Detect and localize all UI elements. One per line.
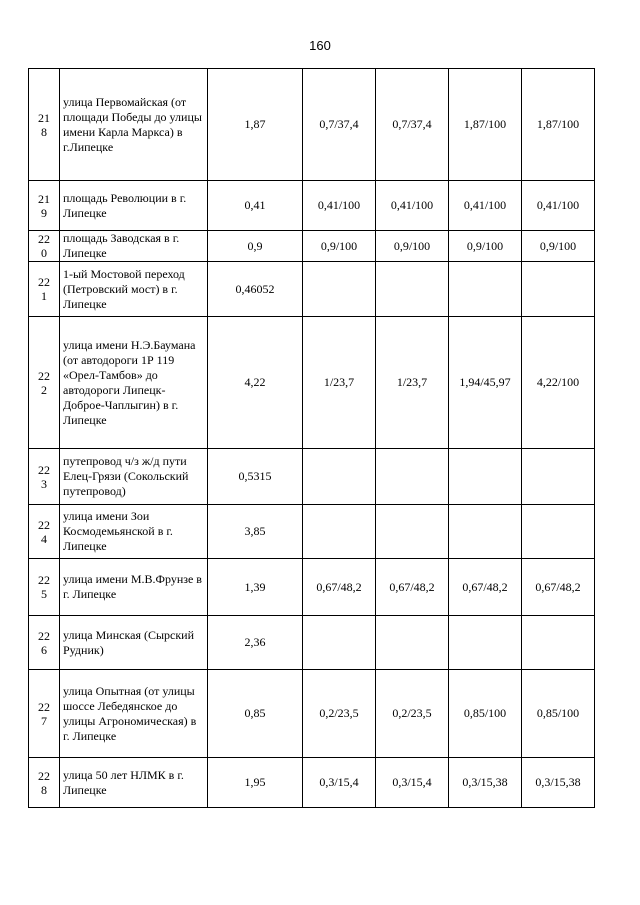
road-name: улица имени Н.Э.Баумана (от автодороги 1Р 119 «Орел-Тамбов» до автодороги Липецк-Доброе-Чаплыгин) в г. Липецке bbox=[60, 317, 208, 449]
value-col-2: 0,67/48,2 bbox=[303, 559, 376, 616]
value-col-5 bbox=[522, 262, 595, 317]
length-value: 0,9 bbox=[208, 231, 303, 262]
row-number: 22 0 bbox=[29, 231, 60, 262]
value-col-5 bbox=[522, 449, 595, 505]
table-row bbox=[29, 559, 595, 616]
table-row bbox=[29, 317, 595, 449]
row-number: 21 9 bbox=[29, 181, 60, 231]
value-col-4: 0,85/100 bbox=[449, 670, 522, 758]
row-number: 21 8 bbox=[29, 69, 60, 181]
value-col-3 bbox=[376, 449, 449, 505]
row-number: 22 2 bbox=[29, 317, 60, 449]
value-col-3: 0,2/23,5 bbox=[376, 670, 449, 758]
value-col-5: 0,41/100 bbox=[522, 181, 595, 231]
road-table bbox=[28, 68, 595, 808]
value-col-5: 0,67/48,2 bbox=[522, 559, 595, 616]
row-number: 22 3 bbox=[29, 449, 60, 505]
value-col-5: 0,9/100 bbox=[522, 231, 595, 262]
road-name: улица Опытная (от улицы шоссе Лебедянское до улицы Агрономическая) в г. Липецке bbox=[60, 670, 208, 758]
value-col-2: 0,3/15,4 bbox=[303, 758, 376, 808]
value-col-3: 1/23,7 bbox=[376, 317, 449, 449]
value-col-2 bbox=[303, 449, 376, 505]
length-value: 0,85 bbox=[208, 670, 303, 758]
value-col-2 bbox=[303, 505, 376, 559]
value-col-2: 1/23,7 bbox=[303, 317, 376, 449]
length-value: 0,5315 bbox=[208, 449, 303, 505]
value-col-2: 0,9/100 bbox=[303, 231, 376, 262]
table-row bbox=[29, 670, 595, 758]
road-name: улица Первомайская (от площади Победы до улицы имени Карла Маркса) в г.Липецке bbox=[60, 69, 208, 181]
value-col-4 bbox=[449, 449, 522, 505]
value-col-5: 1,87/100 bbox=[522, 69, 595, 181]
value-col-3: 0,3/15,4 bbox=[376, 758, 449, 808]
value-col-2: 0,7/37,4 bbox=[303, 69, 376, 181]
value-col-4 bbox=[449, 616, 522, 670]
row-number: 22 4 bbox=[29, 505, 60, 559]
value-col-5: 0,3/15,38 bbox=[522, 758, 595, 808]
road-name: улица имени М.В.Фрунзе в г. Липецке bbox=[60, 559, 208, 616]
value-col-3: 0,67/48,2 bbox=[376, 559, 449, 616]
table-row bbox=[29, 231, 595, 262]
value-col-5 bbox=[522, 616, 595, 670]
row-number: 22 8 bbox=[29, 758, 60, 808]
length-value: 3,85 bbox=[208, 505, 303, 559]
value-col-4: 1,87/100 bbox=[449, 69, 522, 181]
table-row bbox=[29, 758, 595, 808]
value-col-3 bbox=[376, 505, 449, 559]
length-value: 1,39 bbox=[208, 559, 303, 616]
road-name: площадь Заводская в г. Липецке bbox=[60, 231, 208, 262]
value-col-2: 0,41/100 bbox=[303, 181, 376, 231]
value-col-2 bbox=[303, 262, 376, 317]
road-name: улица 50 лет НЛМК в г. Липецке bbox=[60, 758, 208, 808]
length-value: 4,22 bbox=[208, 317, 303, 449]
value-col-3 bbox=[376, 262, 449, 317]
road-name: площадь Революции в г. Липецке bbox=[60, 181, 208, 231]
value-col-3: 0,9/100 bbox=[376, 231, 449, 262]
table-row bbox=[29, 181, 595, 231]
road-name: улица Минская (Сырский Рудник) bbox=[60, 616, 208, 670]
table-row bbox=[29, 616, 595, 670]
value-col-4: 0,67/48,2 bbox=[449, 559, 522, 616]
value-col-2: 0,2/23,5 bbox=[303, 670, 376, 758]
value-col-4: 1,94/45,97 bbox=[449, 317, 522, 449]
value-col-4: 0,9/100 bbox=[449, 231, 522, 262]
length-value: 0,46052 bbox=[208, 262, 303, 317]
value-col-3: 0,7/37,4 bbox=[376, 69, 449, 181]
value-col-4 bbox=[449, 505, 522, 559]
table-row bbox=[29, 505, 595, 559]
length-value: 0,41 bbox=[208, 181, 303, 231]
table-row bbox=[29, 449, 595, 505]
table-row bbox=[29, 262, 595, 317]
value-col-4: 0,3/15,38 bbox=[449, 758, 522, 808]
row-number: 22 7 bbox=[29, 670, 60, 758]
value-col-2 bbox=[303, 616, 376, 670]
row-number: 22 1 bbox=[29, 262, 60, 317]
road-name: улица имени Зои Космодемьянской в г. Липецке bbox=[60, 505, 208, 559]
value-col-5: 4,22/100 bbox=[522, 317, 595, 449]
length-value: 2,36 bbox=[208, 616, 303, 670]
length-value: 1,95 bbox=[208, 758, 303, 808]
value-col-3 bbox=[376, 616, 449, 670]
road-name: 1-ый Мостовой переход (Петровский мост) в г. Липецке bbox=[60, 262, 208, 317]
table-row bbox=[29, 69, 595, 181]
value-col-3: 0,41/100 bbox=[376, 181, 449, 231]
value-col-5: 0,85/100 bbox=[522, 670, 595, 758]
value-col-4 bbox=[449, 262, 522, 317]
length-value: 1,87 bbox=[208, 69, 303, 181]
row-number: 22 5 bbox=[29, 559, 60, 616]
row-number: 22 6 bbox=[29, 616, 60, 670]
page-number: 160 bbox=[309, 38, 331, 53]
value-col-5 bbox=[522, 505, 595, 559]
value-col-4: 0,41/100 bbox=[449, 181, 522, 231]
road-name: путепровод ч/з ж/д пути Елец-Грязи (Сокольский путепровод) bbox=[60, 449, 208, 505]
